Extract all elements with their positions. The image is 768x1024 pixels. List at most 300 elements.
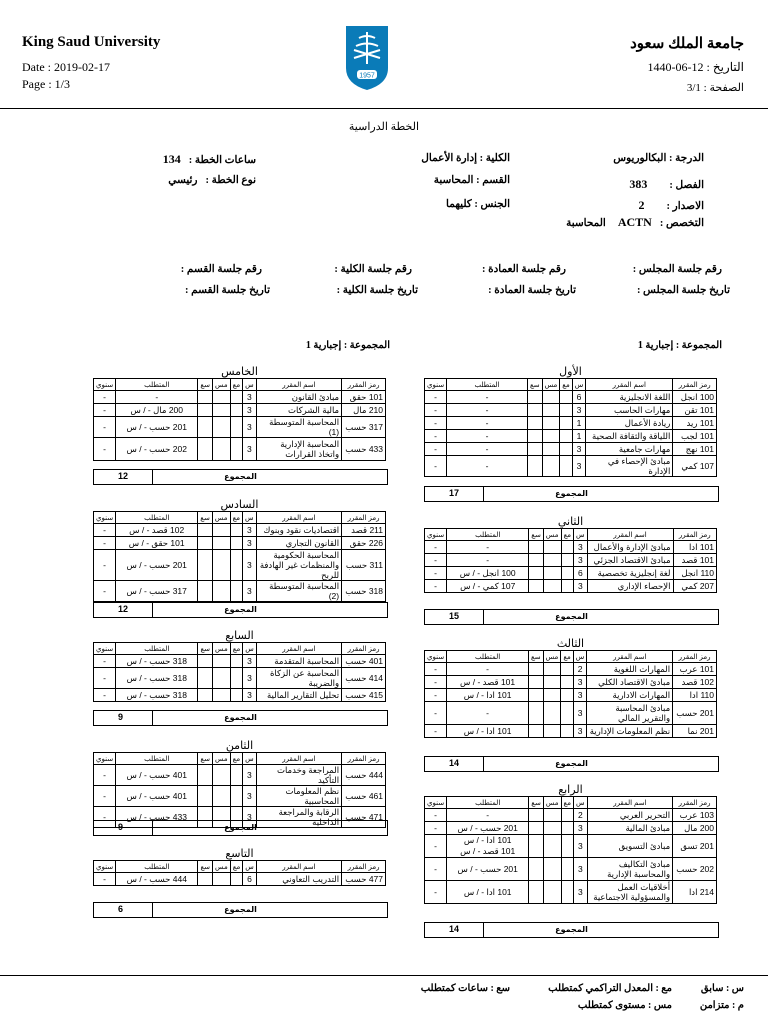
column-header: سنوي	[425, 797, 447, 809]
course-name: الرقابة والمراجعة الداخلية	[256, 807, 341, 828]
level-req	[542, 430, 560, 443]
course-hours: 3	[243, 524, 257, 537]
column-header: سنوي	[94, 512, 116, 524]
course-code: 101 ادا	[673, 541, 716, 554]
semester-table	[424, 514, 717, 593]
course-hours: 3	[573, 702, 587, 725]
column-header: س	[574, 797, 588, 809]
column-header: اسم المقرر	[256, 861, 341, 873]
prerequisite: 317 حسب - / س	[116, 581, 198, 602]
course-name: المراجعة وخدمات التأكيد	[256, 765, 341, 786]
column-header: مع	[561, 797, 573, 809]
column-header: مس	[212, 512, 230, 524]
semester-table	[424, 782, 717, 904]
semester-field: الفصل :383	[629, 177, 704, 191]
column-header: س	[243, 379, 257, 391]
course-code: 107 كمي	[673, 456, 717, 477]
course-hours: 3	[243, 807, 257, 828]
council-session-date: تاريخ جلسة المجلس :	[636, 285, 730, 296]
annual-flag: -	[425, 580, 447, 593]
course-hours: 3	[243, 550, 257, 581]
column-header: سع	[529, 651, 544, 663]
prerequisite-line: 101 قصد - / س	[460, 846, 516, 856]
prerequisite: -	[447, 663, 529, 676]
hours-req	[529, 554, 544, 567]
course-code: 200 مال	[673, 822, 717, 835]
hours-req	[529, 689, 544, 702]
annual-flag: -	[425, 858, 447, 881]
college-session-no: رقم جلسة الكلية :	[334, 264, 412, 275]
column-header: س	[574, 529, 588, 541]
course-row	[94, 537, 386, 550]
semester-total	[424, 486, 719, 502]
course-name: المحاسبة المتوسطة (2)	[256, 581, 342, 602]
course-name: مهارات الحاسب	[586, 404, 673, 417]
course-row	[425, 881, 717, 904]
prerequisite: 202 حسب - / س	[116, 438, 198, 461]
total-hours: 14	[449, 758, 460, 768]
level-req	[543, 580, 561, 593]
level-req	[213, 873, 231, 886]
column-header: سنوي	[425, 529, 447, 541]
cum-gpa-req	[560, 430, 572, 443]
column-header: مس	[212, 379, 230, 391]
level-req	[542, 391, 560, 404]
course-name: لغة إنجليزية تخصصية	[587, 567, 673, 580]
legend-concurrent: م : متزامن	[699, 1000, 744, 1011]
annual-flag: -	[425, 676, 447, 689]
semester-total	[424, 609, 719, 625]
deanship-session-date: تاريخ جلسة العمادة :	[488, 285, 576, 296]
course-row	[94, 689, 386, 702]
total-divider	[152, 711, 153, 725]
column-header: مع	[230, 861, 242, 873]
total-label: المجموع	[555, 925, 588, 934]
plan-type-field: نوع الخطة :رئيسي	[168, 175, 256, 186]
total-label: المجموع	[555, 612, 588, 621]
column-header: س	[243, 753, 257, 765]
course-name: المحاسبة الإدارية واتخاذ القرارات	[256, 438, 341, 461]
course-name: المهارات اللغوية	[587, 663, 673, 676]
course-hours: 3	[243, 786, 257, 807]
semester-total	[93, 469, 388, 485]
level-req	[543, 541, 561, 554]
course-row	[425, 443, 717, 456]
level-req	[212, 537, 230, 550]
column-header: سع	[529, 797, 544, 809]
course-hours: 3	[243, 391, 257, 404]
report-date-en: Date : 2019-02-17	[22, 60, 110, 74]
cum-gpa-req	[561, 822, 573, 835]
column-header: سنوي	[94, 753, 116, 765]
cum-gpa-req	[560, 443, 572, 456]
column-header: اسم المقرر	[587, 797, 673, 809]
prerequisite: 201 حسب - / س	[447, 858, 529, 881]
prerequisite: 100 انجل - / س	[447, 567, 529, 580]
page-number-ar: الصفحة : 3/1	[686, 82, 744, 94]
prerequisite: 101 ادا - / س	[447, 689, 529, 702]
column-header: مع	[230, 512, 242, 524]
department-field: القسم : المحاسبة	[433, 175, 510, 186]
column-header: سنوي	[94, 379, 116, 391]
cum-gpa-req	[561, 580, 573, 593]
semester-table	[93, 497, 386, 602]
level-req	[542, 443, 560, 456]
cum-gpa-req	[230, 391, 242, 404]
level-req	[543, 663, 561, 676]
level-req	[542, 404, 560, 417]
plan-hours-field: ساعات الخطة :134	[162, 152, 256, 166]
annual-flag: -	[425, 689, 447, 702]
column-header: اسم المقرر	[256, 512, 342, 524]
column-header: رمز المقرر	[342, 861, 386, 873]
course-row	[425, 663, 717, 676]
course-row	[94, 668, 386, 689]
prerequisite: 201 حسب - / س	[116, 550, 198, 581]
course-code: 101 لجب	[673, 430, 717, 443]
column-header: رمز المقرر	[342, 753, 386, 765]
course-row	[425, 725, 717, 738]
course-code: 102 قصد	[673, 676, 717, 689]
course-name: مالية الشركات	[256, 404, 341, 417]
course-code: 100 انجل	[673, 391, 717, 404]
course-code: 207 كمي	[673, 580, 716, 593]
cum-gpa-req	[230, 417, 242, 438]
annual-flag: -	[425, 391, 447, 404]
course-name: مبادئ التسويق	[587, 835, 673, 858]
prerequisite: 401 حسب - / س	[116, 765, 198, 786]
hours-req	[198, 765, 213, 786]
hours-req	[528, 430, 543, 443]
course-hours: 3	[243, 765, 257, 786]
annual-flag: -	[425, 702, 447, 725]
total-label: المجموع	[555, 489, 588, 498]
university-logo	[344, 24, 390, 92]
course-row	[425, 809, 717, 822]
hours-req	[529, 725, 544, 738]
course-code: 415 حسب	[342, 689, 386, 702]
total-label: المجموع	[224, 713, 257, 722]
course-row	[94, 417, 386, 438]
course-hours: 3	[574, 858, 588, 881]
column-header: اسم المقرر	[587, 529, 673, 541]
column-header: سع	[198, 379, 213, 391]
course-name: المحاسبة المتوسطة (1)	[256, 417, 341, 438]
semester-title: الأول	[559, 365, 582, 378]
course-name: نظم المعلومات المحاسبية	[256, 786, 341, 807]
column-header: مس	[543, 529, 561, 541]
cum-gpa-req	[561, 835, 573, 858]
cum-gpa-req	[230, 404, 242, 417]
column-header: مس	[213, 861, 231, 873]
annual-flag: -	[94, 689, 116, 702]
total-label: المجموع	[224, 905, 257, 914]
course-hours: 3	[574, 881, 588, 904]
course-hours: 3	[573, 676, 587, 689]
level-req	[543, 881, 561, 904]
course-row	[425, 417, 717, 430]
level-req	[212, 391, 230, 404]
course-hours: 3	[574, 554, 588, 567]
annual-flag: -	[94, 537, 116, 550]
prerequisite: 101 قصد - / س	[447, 676, 529, 689]
column-header: رمز المقرر	[673, 379, 717, 391]
course-row	[425, 822, 717, 835]
course-code: 311 حسب	[342, 550, 386, 581]
total-hours: 6	[118, 904, 124, 914]
annual-flag: -	[425, 430, 447, 443]
annual-flag: -	[425, 822, 447, 835]
major-field: التخصص :ACTNالمحاسبة	[566, 215, 704, 229]
course-name: المحاسبة عن الزكاة والضريبة	[256, 668, 341, 689]
prerequisite: -	[116, 391, 198, 404]
total-hours: 9	[118, 822, 124, 832]
footer-divider	[0, 975, 768, 976]
level-req	[542, 417, 560, 430]
course-code: 477 حسب	[342, 873, 386, 886]
prerequisite: -	[447, 541, 529, 554]
prerequisite: -	[447, 430, 528, 443]
cum-gpa-req	[230, 689, 242, 702]
hours-req	[529, 822, 544, 835]
cum-gpa-req	[230, 537, 242, 550]
course-hours: 3	[243, 668, 257, 689]
column-header: س	[243, 512, 257, 524]
course-code: 401 حسب	[342, 655, 386, 668]
total-hours: 9	[118, 712, 124, 722]
column-header: مع	[560, 379, 572, 391]
hours-req	[198, 404, 213, 417]
semester-table	[424, 636, 717, 738]
prerequisite: 318 حسب - / س	[116, 689, 198, 702]
course-row	[425, 567, 717, 580]
annual-flag: -	[94, 581, 116, 602]
course-code: 201 حسب	[673, 702, 717, 725]
hours-req	[528, 391, 543, 404]
degree-field: الدرجة : البكالوريوس	[613, 153, 704, 164]
prerequisite: -	[447, 809, 529, 822]
hours-req	[529, 541, 544, 554]
course-code: 101 قصد	[673, 554, 716, 567]
course-hours: 3	[574, 835, 588, 858]
course-code: 317 حسب	[342, 417, 386, 438]
column-header: مس	[542, 379, 560, 391]
prerequisite: -	[447, 456, 528, 477]
column-header: سع	[198, 861, 213, 873]
cum-gpa-req	[561, 881, 573, 904]
total-label: المجموع	[555, 759, 588, 768]
cum-gpa-req	[561, 725, 573, 738]
annual-flag: -	[425, 725, 447, 738]
course-row	[94, 873, 386, 886]
level-req	[543, 835, 561, 858]
prerequisite: -	[447, 417, 528, 430]
course-name: مبادئ الإحصاء في الإدارة	[586, 456, 673, 477]
course-row	[425, 541, 717, 554]
hours-req	[198, 786, 213, 807]
prerequisite: -	[447, 404, 528, 417]
cum-gpa-req	[230, 581, 242, 602]
legend-level: مس : مستوى كمتطلب	[577, 1000, 672, 1011]
semester-title: الثامن	[225, 739, 254, 752]
hours-req	[529, 676, 544, 689]
dept-session-date: تاريخ جلسة القسم :	[184, 285, 270, 296]
prerequisite: -	[447, 443, 528, 456]
hours-req	[529, 663, 544, 676]
annual-flag: -	[94, 807, 116, 828]
cum-gpa-req	[230, 668, 242, 689]
semester-total	[424, 922, 719, 938]
total-hours: 12	[118, 471, 129, 481]
annual-flag: -	[94, 765, 116, 786]
semester-total	[93, 820, 388, 836]
course-row	[94, 581, 386, 602]
annual-flag: -	[425, 404, 447, 417]
column-header: سع	[198, 512, 213, 524]
annual-flag: -	[94, 873, 116, 886]
total-hours: 12	[118, 604, 129, 614]
level-req	[212, 581, 230, 602]
prerequisite: 200 مال - / س	[116, 404, 198, 417]
cum-gpa-req	[561, 541, 573, 554]
prerequisite: 101 ادا - / س	[447, 881, 529, 904]
prerequisite: 201 حسب - / س	[116, 417, 198, 438]
total-hours: 17	[449, 488, 460, 498]
level-req	[213, 668, 231, 689]
annual-flag: -	[425, 835, 447, 858]
prerequisite: 318 حسب - / س	[116, 655, 198, 668]
column-header: المتطلب	[447, 651, 529, 663]
header-divider	[0, 108, 768, 109]
hours-req	[198, 655, 213, 668]
legend-prior: س : سابق	[700, 983, 744, 994]
cum-gpa-req	[230, 873, 242, 886]
course-name: التدريب التعاوني	[256, 873, 341, 886]
level-req	[212, 404, 230, 417]
university-name-en: King Saud University	[22, 34, 161, 50]
total-hours: 15	[449, 611, 460, 621]
cum-gpa-req	[561, 702, 573, 725]
course-hours: 3	[243, 417, 257, 438]
hours-req	[529, 580, 544, 593]
column-header: سع	[529, 529, 544, 541]
course-hours: 2	[574, 809, 588, 822]
hours-req	[528, 456, 543, 477]
level-req	[543, 689, 561, 702]
column-header: مس	[213, 643, 231, 655]
hours-req	[198, 524, 213, 537]
hours-req	[528, 404, 543, 417]
course-hours: 1	[572, 417, 586, 430]
cum-gpa-req	[561, 689, 573, 702]
course-row	[425, 580, 717, 593]
semester-title: السادس	[220, 498, 259, 511]
column-header: مس	[212, 753, 230, 765]
course-name: مبادئ المالية	[587, 822, 673, 835]
course-row	[94, 391, 386, 404]
semester-table	[93, 628, 386, 702]
total-label: المجموع	[224, 605, 257, 614]
annual-flag: -	[425, 541, 447, 554]
course-row	[425, 835, 717, 858]
hours-req	[528, 443, 543, 456]
course-name: تحليل التقارير المالية	[256, 689, 341, 702]
level-req	[212, 550, 230, 581]
prerequisite: 401 حسب - / س	[116, 786, 198, 807]
total-hours: 14	[449, 924, 460, 934]
column-header: سع	[198, 643, 213, 655]
course-code: 461 حسب	[342, 786, 386, 807]
total-divider	[152, 603, 153, 617]
cum-gpa-req	[560, 391, 572, 404]
course-name: نظم المعلومات الإدارية	[587, 725, 673, 738]
prerequisite: 433 حسب - / س	[116, 807, 198, 828]
level-req	[543, 567, 561, 580]
group-label-left: المجموعة : إجبارية 1	[305, 340, 390, 351]
semester-title: الرابع	[558, 783, 583, 796]
hours-req	[198, 391, 213, 404]
deanship-session-no: رقم جلسة العمادة :	[481, 264, 566, 275]
course-code: 471 حسب	[342, 807, 386, 828]
college-field: الكلية : إدارة الأعمال	[421, 153, 510, 164]
annual-flag: -	[425, 567, 447, 580]
course-hours: 3	[574, 580, 588, 593]
group-label-right: المجموعة : إجبارية 1	[637, 340, 722, 351]
prerequisite: -	[447, 391, 528, 404]
cum-gpa-req	[561, 676, 573, 689]
course-hours: 3	[243, 537, 257, 550]
prerequisite: -	[447, 702, 529, 725]
cum-gpa-req	[561, 567, 573, 580]
course-row	[425, 554, 717, 567]
course-name: المحاسبة المتقدمة	[256, 655, 341, 668]
total-divider	[152, 470, 153, 484]
semester-table	[93, 738, 386, 828]
level-req	[212, 786, 230, 807]
level-req	[543, 809, 561, 822]
hours-req	[198, 417, 213, 438]
course-row	[425, 858, 717, 881]
level-req	[543, 858, 561, 881]
hours-req	[528, 417, 543, 430]
course-code: 103 عرب	[673, 809, 717, 822]
course-code: 201 تسق	[673, 835, 717, 858]
cum-gpa-req	[230, 786, 242, 807]
column-header: سنوي	[94, 643, 116, 655]
column-header: سنوي	[425, 651, 447, 663]
course-hours: 3	[572, 456, 586, 477]
course-hours: 6	[574, 567, 588, 580]
course-code: 211 قصد	[342, 524, 386, 537]
level-req	[212, 438, 230, 461]
annual-flag: -	[94, 668, 116, 689]
column-header: س	[243, 861, 257, 873]
column-header: سع	[198, 753, 213, 765]
course-row	[94, 524, 386, 537]
course-code: 110 انجل	[673, 567, 716, 580]
total-divider	[483, 487, 484, 501]
semester-title: الثاني	[557, 515, 584, 528]
legend-hours: سع : ساعات كمتطلب	[420, 983, 510, 994]
course-hours: 1	[572, 430, 586, 443]
course-row	[425, 676, 717, 689]
course-hours: 3	[243, 404, 257, 417]
column-header: المتطلب	[447, 529, 529, 541]
course-row	[425, 689, 717, 702]
column-header: سع	[528, 379, 543, 391]
semester-title: التاسع	[225, 847, 254, 860]
cum-gpa-req	[560, 404, 572, 417]
